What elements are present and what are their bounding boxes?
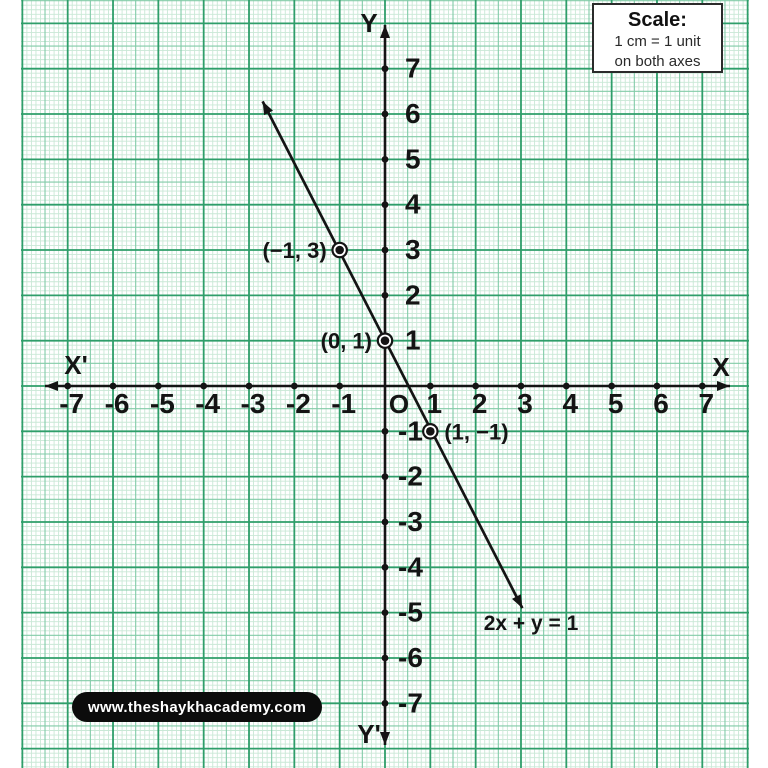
scale-legend: [592, 3, 723, 73]
x-positive-axis-label: X: [712, 352, 730, 382]
y-tick-label: -4: [398, 551, 423, 583]
x-tick-label: -6: [104, 388, 130, 419]
scale-title: Scale:: [628, 9, 687, 31]
x-tick-label: 2: [471, 388, 488, 419]
y-tick-dot: [382, 473, 389, 480]
y-tick-label: -6: [398, 641, 423, 673]
point-marker-dot: [426, 427, 435, 436]
x-negative-axis-label: X': [64, 350, 88, 380]
y-tick-label: 3: [405, 234, 421, 266]
y-tick-dot: [382, 111, 389, 118]
y-tick-label: -1: [398, 415, 423, 447]
y-tick-dot: [382, 428, 389, 435]
watermark-pill: [72, 692, 322, 722]
y-tick-label: 2: [405, 279, 421, 311]
x-tick-label: -5: [149, 388, 175, 419]
x-tick-label: 1: [426, 388, 443, 419]
scale-line-1: 1 cm = 1 unit: [614, 33, 701, 50]
equation-label: 2x + y = 1: [483, 612, 579, 635]
x-tick-label: 3: [517, 388, 533, 419]
x-tick-label: 6: [653, 388, 669, 419]
origin-label: O: [388, 389, 410, 419]
y-tick-dot: [382, 65, 389, 72]
y-tick-dot: [382, 247, 389, 254]
x-tick-label: 7: [698, 388, 715, 419]
point-label: (0, 1): [320, 328, 372, 354]
scale-line-2: on both axes: [614, 53, 701, 70]
y-positive-axis-label: Y: [360, 8, 378, 38]
point-marker-dot: [381, 336, 390, 345]
y-tick-label: 5: [405, 143, 421, 175]
y-tick-dot: [382, 156, 389, 163]
y-negative-axis-label: Y': [357, 719, 381, 749]
x-tick-label: 4: [562, 388, 579, 419]
x-tick-label: -1: [331, 388, 357, 419]
y-tick-label: -2: [398, 460, 423, 492]
y-tick-label: -3: [398, 505, 423, 537]
y-tick-label: 4: [405, 188, 421, 220]
y-tick-dot: [382, 201, 389, 208]
y-tick-dot: [382, 519, 389, 526]
y-tick-dot: [382, 292, 389, 299]
y-tick-label: 1: [405, 324, 421, 356]
point-label: (1, −1): [444, 419, 509, 445]
x-tick-label: -2: [285, 388, 311, 419]
y-tick-label: -7: [398, 687, 423, 719]
y-tick-dot: [382, 609, 389, 616]
y-tick-label: 7: [405, 52, 421, 84]
watermark-text: www.theshaykhacademy.com: [88, 698, 307, 716]
y-tick-label: -5: [398, 596, 423, 628]
x-tick-label: -4: [195, 388, 221, 419]
point-label: (−1, 3): [262, 238, 327, 264]
x-tick-label: -3: [240, 388, 266, 419]
point-marker-dot: [335, 246, 344, 255]
y-tick-dot: [382, 564, 389, 571]
x-tick-label: -7: [59, 388, 85, 419]
y-tick-label: 6: [405, 98, 421, 130]
y-tick-dot: [382, 655, 389, 662]
y-tick-dot: [382, 700, 389, 707]
x-tick-label: 5: [607, 388, 624, 419]
